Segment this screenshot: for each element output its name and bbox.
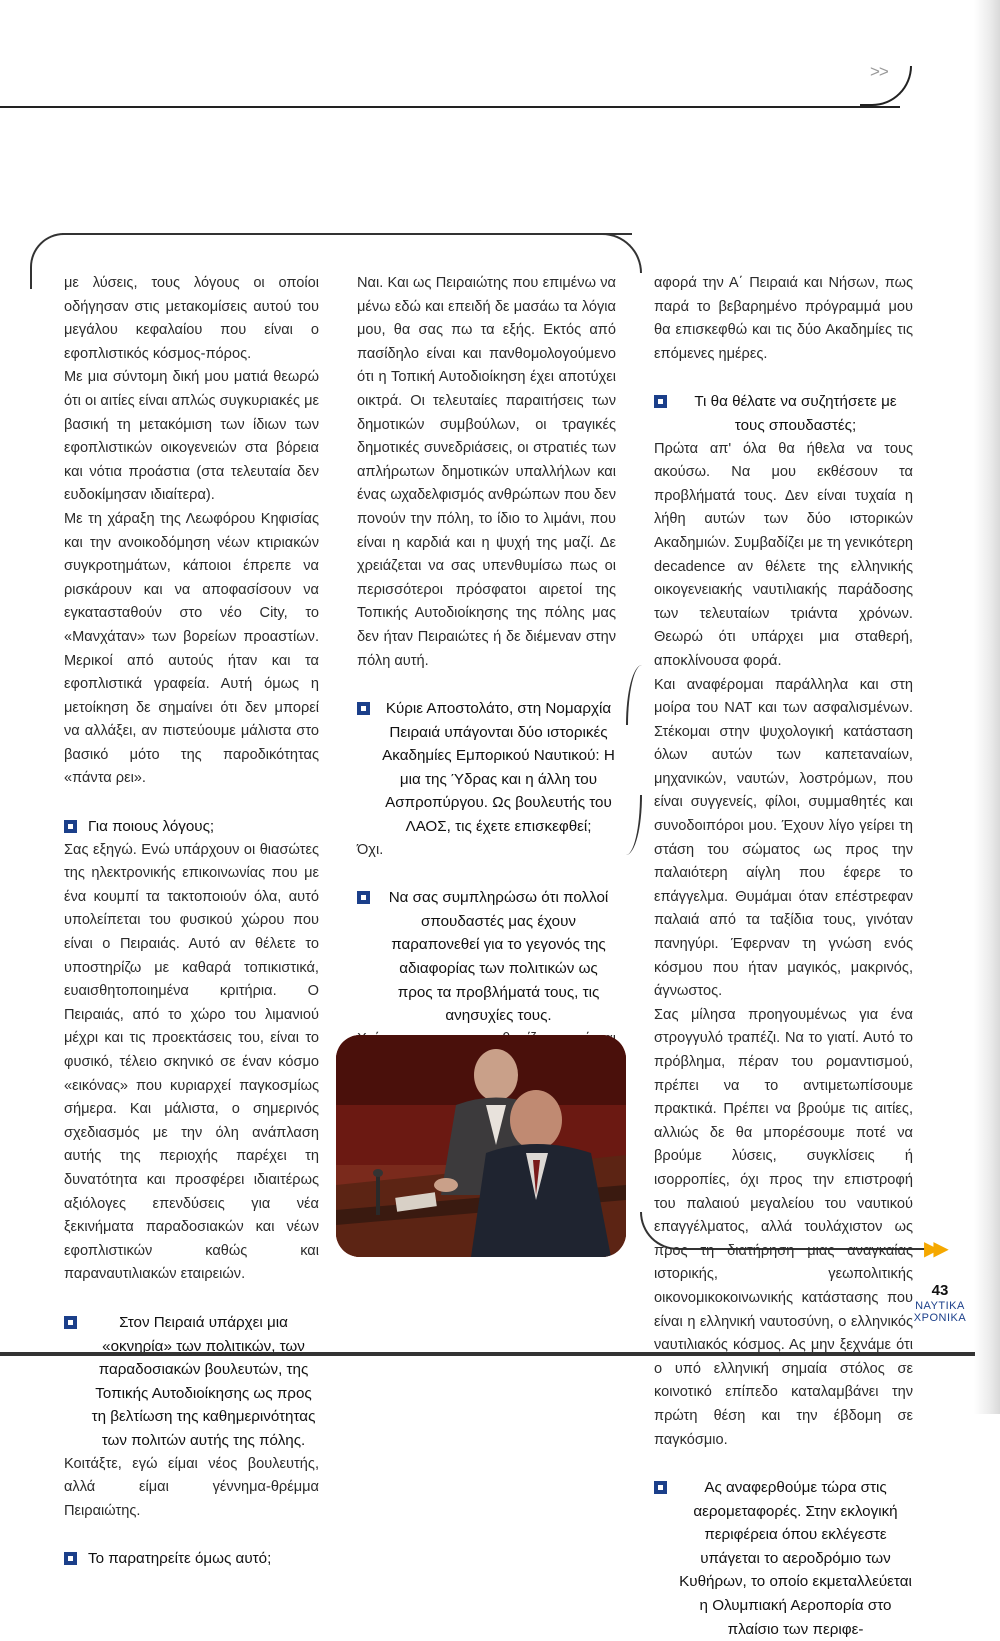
answer-paragraph: Σας εξηγώ. Ενώ υπάρχουν οι θιασώτες της ηλεκτρονικής επικοινωνίας που με ένα κουμπί τα τακτοποιούν όλα, αυτό υπολείπεται του φυσικού χώρου που είναι ο Πειραιάς. Αυτό αν θέλετε το υποστηρίζω με καθαρά τοπικιστικά, ευαισθητοποιημένα κριτήρια. Ο Πειραιάς, από το χώρο του λιμανιού μέχρι και τις προεκτάσεις του, είναι το φυσικό, τέλειο σκηνικό σε έναν κόσμο «εικόνας» που κυριαρχεί παγκοσμίως σήμερα. Και μάλιστα, ο σημερινός σχεδιασμός με την όλη ανάπλαση αυτής της περιοχής παρέχει τη δυνατότητα και προσφέρει ιδιαιτέρως αξιόλογες επενδύσεις για νέα ξεκινήματα παραδοσιακών και νέων εφοπλιστικών καθώς και παραναυτιλιακών εταιρειών.: [64, 841, 319, 1283]
question-text: Ας αναφερθούμε τώρα στις αερομεταφορές. Στην εκλογική περιφέρεια όπου εκλέγεστε υπάγεται το αεροδρόμιο των Κυθήρων, το οποίο εκμεταλλεύεται η Ολυμπιακή Αεροπορία στο πλαίσιο των περιφε-: [679, 1479, 912, 1638]
answer-paragraph: Πρώτα απ' όλα θα ήθελα να τους ακούσω. Να μου εκθέσουν τα προβλήματά τους. Δεν είναι τυχαία η λήθη αυτών των δύο ιστορικών Ακαδημιών. Συμβαδίζει με τη γενικότερη decadence αν θέλετε της ελληνικής οικογενειακής ναυτιλιακής παράδοσης των τελευταίων τριάντα χρόνων. Θεωρώ ότι υπάρχει μια σταθερή, αποκλίνουσα φορά.: [654, 440, 913, 669]
square-bullet-icon: [654, 1481, 667, 1494]
answer-paragraph: Ναι. Και ως Πειραιώτης που επιμένω να μένω εδώ και επειδή δε μασάω τα λόγια μου, θα σας πω τα εξής. Εκτός από πασίδηλο είναι και πανθομολογούμενο ότι η Τοπική Αυτοδιοίκηση έχει αποτύχει οικτρά. Οι τελευταίες παραιτήσεις των δημοτικών συμβούλων, οι τραγικές δημοτικές συνεδριάσεις, οι στρατιές των απλήρωτων δημοτικών υπαλλήλων και ένας ωχαδελφισμός ανθρώπων που δεν πονούν την πόλη, το ίδιο το λιμάνι, που είναι η καρδιά και η ψυχή της μαζί. Δε χρειάζεται να σας υπενθυμίσω πως οι περισσότεροι πρόσφατοι αιρετοί της Τοπικής Αυτοδιοίκησης της πόλης μας δεν ήταν Πειραιώτες ή δε διέμεναν στην πόλη αυτή.: [357, 275, 616, 669]
answer-paragraph: Και αναφέρομαι παράλληλα και στη μοίρα του ΝΑΤ και των ασφαλισμένων. Στέκομαι στην ψυχολογική κατάσταση όλων αυτών των καπεταναίων, μηχανικών, ναυτών, λοστρόμων, που είναι συγγενείς, φίλοι, συμμαθητές και συνοδοιπόροι μου. Έχουν λίγο γείρει τη στάση του σώματος ως προς την παλαιότερη αίγλη που έφερε το επάγγελμα. Θυμάμαι όταν επέστρεφαν παλαιά από τα ταξίδια τους, γινόταν πανηγύρι. Έφερναν τη γνώση ενός κόσμου που ήταν μαγικός, μακρινός, άγνωστος.: [654, 676, 913, 1000]
answer-paragraph: Κοιτάξτε, εγώ είμαι νέος βουλευτής, αλλά είμαι γέννημα-θρέμμα Πειραιώτης.: [64, 1455, 319, 1519]
interview-question: [64, 1311, 319, 1453]
bottom-rule: [0, 1352, 975, 1356]
frame-middle-curve: [626, 665, 642, 855]
question-text: Κύριε Αποστολάτο, στη Νομαρχία Πειραιά υπάγονται δύο ιστορικές Ακαδημίες Εμπορικού Ναυτικού: Η μια της Ύδρας και η άλλη του Ασπροπύργου. Ως βουλευτής του ΛΑΟΣ, τις έχετε επισκεφθεί;: [382, 700, 615, 836]
answer-paragraph: αφορά την Α΄ Πειραιά και Νήσων, πως παρά το βεβαρημένο πρόγραμμά μου θα επισκεφθώ και τις δύο Ακαδημίες τις επόμενες ημέρες.: [654, 275, 913, 362]
frame-top-line: [62, 233, 632, 235]
question-text: Για ποιους λόγους;: [88, 818, 215, 836]
paragraph: Με μια σύντομη δική μου ματιά θεωρώ ότι οι αιτίες είναι απλώς συγκυριακές με βασική τη μετακόμιση των ίδιων των εφοπλιστικών οικογενειών στα βόρεια και νότια προάστια (στα τελευταία δεν ευδοκίμησαν ιδιαίτερα).: [64, 369, 319, 504]
square-bullet-icon: [64, 1316, 77, 1329]
interview-question: [357, 886, 616, 1028]
square-bullet-icon: [64, 1552, 77, 1565]
photo-illustration: [336, 1035, 626, 1257]
interview-question: [64, 815, 319, 839]
top-rule: [0, 106, 900, 108]
frame-corner-top-right: [600, 233, 642, 273]
question-text: Να σας συμπληρώσω ότι πολλοί σπουδαστές μας έχουν παραπονεθεί για το γεγονός της αδιαφορίας των πολιτικών ως προς τα προβλήματά τους, τις ανησυχίες τους.: [388, 889, 609, 1025]
interview-question: [654, 1476, 913, 1641]
page-edge-shadow: [974, 0, 1000, 1414]
square-bullet-icon: [357, 702, 370, 715]
page-number: 43: [931, 1282, 949, 1299]
answer-paragraph: Όχι.: [357, 841, 384, 858]
square-bullet-icon: [357, 891, 370, 904]
question-text: Τι θα θέλατε να συζητήσετε με τους σπουδαστές;: [694, 393, 897, 434]
square-bullet-icon: [64, 820, 77, 833]
answer-paragraph: Σας μίλησα προηγουμένως για ένα στρογγυλό τραπέζι. Να το γιατί. Αυτό το πρόβλημα, πέραν του ρομαντισμού, πρέπει να το αντιμετωπίσουμε πρακτικά. Πρέπει να βρούμε τις αιτίες, αλλιώς δε θα μπορέσουμε ποτέ να βρούμε λύσεις, συγκλίσεις ή ισορροπίες, όχι προς την επιστροφή του παλαιού μεγαλείου του ναυτικού επαγγέλματος, αλλά τουλάχιστον ως προς τη διατήρηση μιας αναγκαίας ιστορικής, γεωπολιτικής οικονομικοκοινωνικής κατάστασης που είναι η ελληνική ναυτοσύνη, ο ελληνικός ναυτιλιακός κόσμος. Ας μην ξεχνάμε ότι ο υπό ελληνική σημαία στόλος σε κοινοτικό επίπεδο καταλαμβάνει την πρώτη θέση και την έβδομη σε παγκόσμιο.: [654, 1006, 913, 1448]
paragraph: με λύσεις, τους λόγους οι οποίοι οδήγησαν στις μετακομίσεις αυτού του μεγάλου κεφαλαίου που είναι ο εφοπλιστικός κόσμος-πόρος.: [64, 275, 319, 362]
parliament-photo: [336, 1035, 626, 1257]
double-chevron-icon: >>: [870, 62, 888, 81]
square-bullet-icon: [654, 395, 667, 408]
page-folio: [910, 1282, 970, 1324]
question-text: Στον Πειραιά υπάρχει μια «οκνηρία» των πολιτικών, των παραδοσιακών βουλευτών, της Τοπικής Αυτοδιοίκησης ως προς τη βελτίωση της καθημερινότητας των πολιτών αυτής της πόλης.: [91, 1313, 316, 1449]
magazine-name-line1: ΝΑΥΤΙΚΑ: [915, 1300, 965, 1312]
magazine-name-line2: ΧΡΟΝΙΚΑ: [913, 1312, 967, 1324]
frame-corner-top-left: [30, 233, 64, 289]
question-text: Το παρατηρείτε όμως αυτό;: [88, 1550, 272, 1568]
paragraph: Με τη χάραξη της Λεωφόρου Κηφισίας και την ανοικοδόμηση νέων κτιριακών συγκροτημάτων, κάποιοι έπρεπε να ρισκάρουν και να αποφασίσουν να εγκατασταθούν στο νέο City, το «Μανχάταν» των βορείων προαστίων. Μερικοί από αυτούς ήταν και τα εφοπλιστικά γραφεία. Αυτή όμως η μετοίκηση δε σημαίνει ότι δεν μπορεί να αλλάξει, αν πιστεύουμε μάλιστα στο βασικό μότο της παροδικότητας «πάντα ρει».: [64, 510, 319, 787]
article-column-1: [64, 272, 319, 1571]
interview-question: [654, 390, 913, 437]
article-column-3: [654, 272, 913, 1641]
continue-arrows-icon: ▶▶: [924, 1238, 943, 1260]
interview-question: [64, 1547, 319, 1571]
interview-question: [357, 697, 616, 839]
